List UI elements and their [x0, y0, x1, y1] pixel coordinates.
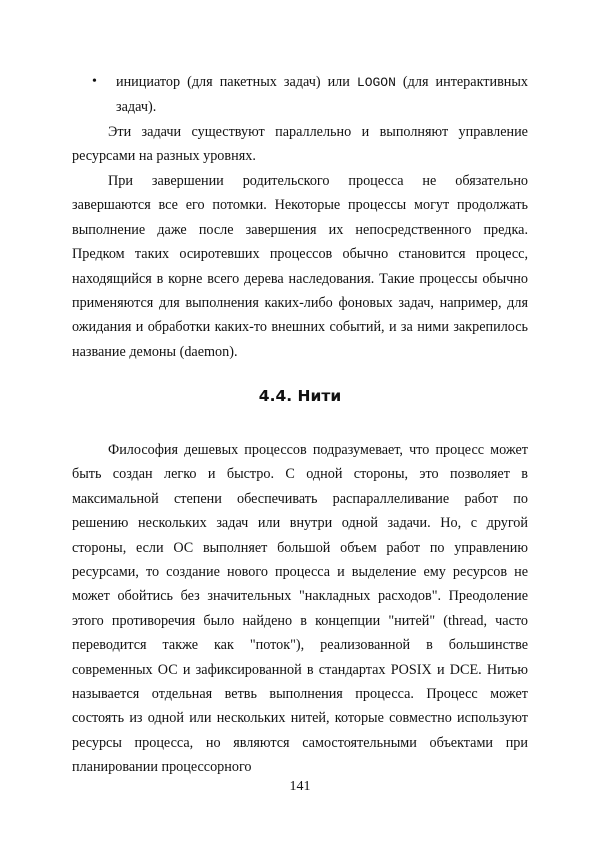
bullet-text-part2: (для интерактивных задач).	[116, 74, 528, 116]
bullet-text	[116, 70, 528, 120]
bullet-text-part1: инициатор (для пакетных задач) или	[116, 74, 357, 90]
paragraph-threads: Философия дешевых процессов подразумевает, что процесс может быть создан легко и быстро. С одной стороны, это позволяет в максимальной степени обеспечивать распараллеливание работ по решению нескольких задач или внутри одной задачи. Но, с другой стороны, если ОС выполняет большой объем работ по управлению ресурсами, то создание нового процесса и выделение ему ресурсов не может обойтись без значительных "накладных расходов". Преодоление этого противоречия было найдено в концепции "нитей" (thread, часто переводится также как "поток"), реализованной в большинстве современных ОС и зафиксированной в стандартах POSIX и DCE. Нитью называется отдельная ветвь выполнения процесса. Процесс может состоять из одной или нескольких нитей, которые совместно используют ресурсы процесса, но являются самостоятельными объектами при планировании процессорного	[72, 442, 528, 776]
bullet-item	[92, 70, 528, 120]
page-number: 141	[289, 779, 311, 794]
logon-code: LOGON	[356, 75, 396, 90]
paragraph-daemons: При завершении родительского процесса не обязательно завершаются все его потомки. Некоторые процессы могут продолжать выполнение даже после завершения их непосредственного предка. Предком таких осиротевших процессов обычно становится процесс, находящийся в корне всего дерева наследования. Такие процессы обычно применяются для выполнения каких-либо фоновых задач, например, для ожидания и обработки каких-то внешних событий, и за ними закрепилось название демоны (daemon).	[72, 173, 528, 360]
bullet-marker: •	[92, 74, 97, 89]
paragraph-tasks: Эти задачи существуют параллельно и выполняют управление ресурсами на разных уровнях.	[72, 124, 528, 165]
section-heading: 4.4. Нити	[258, 387, 342, 405]
